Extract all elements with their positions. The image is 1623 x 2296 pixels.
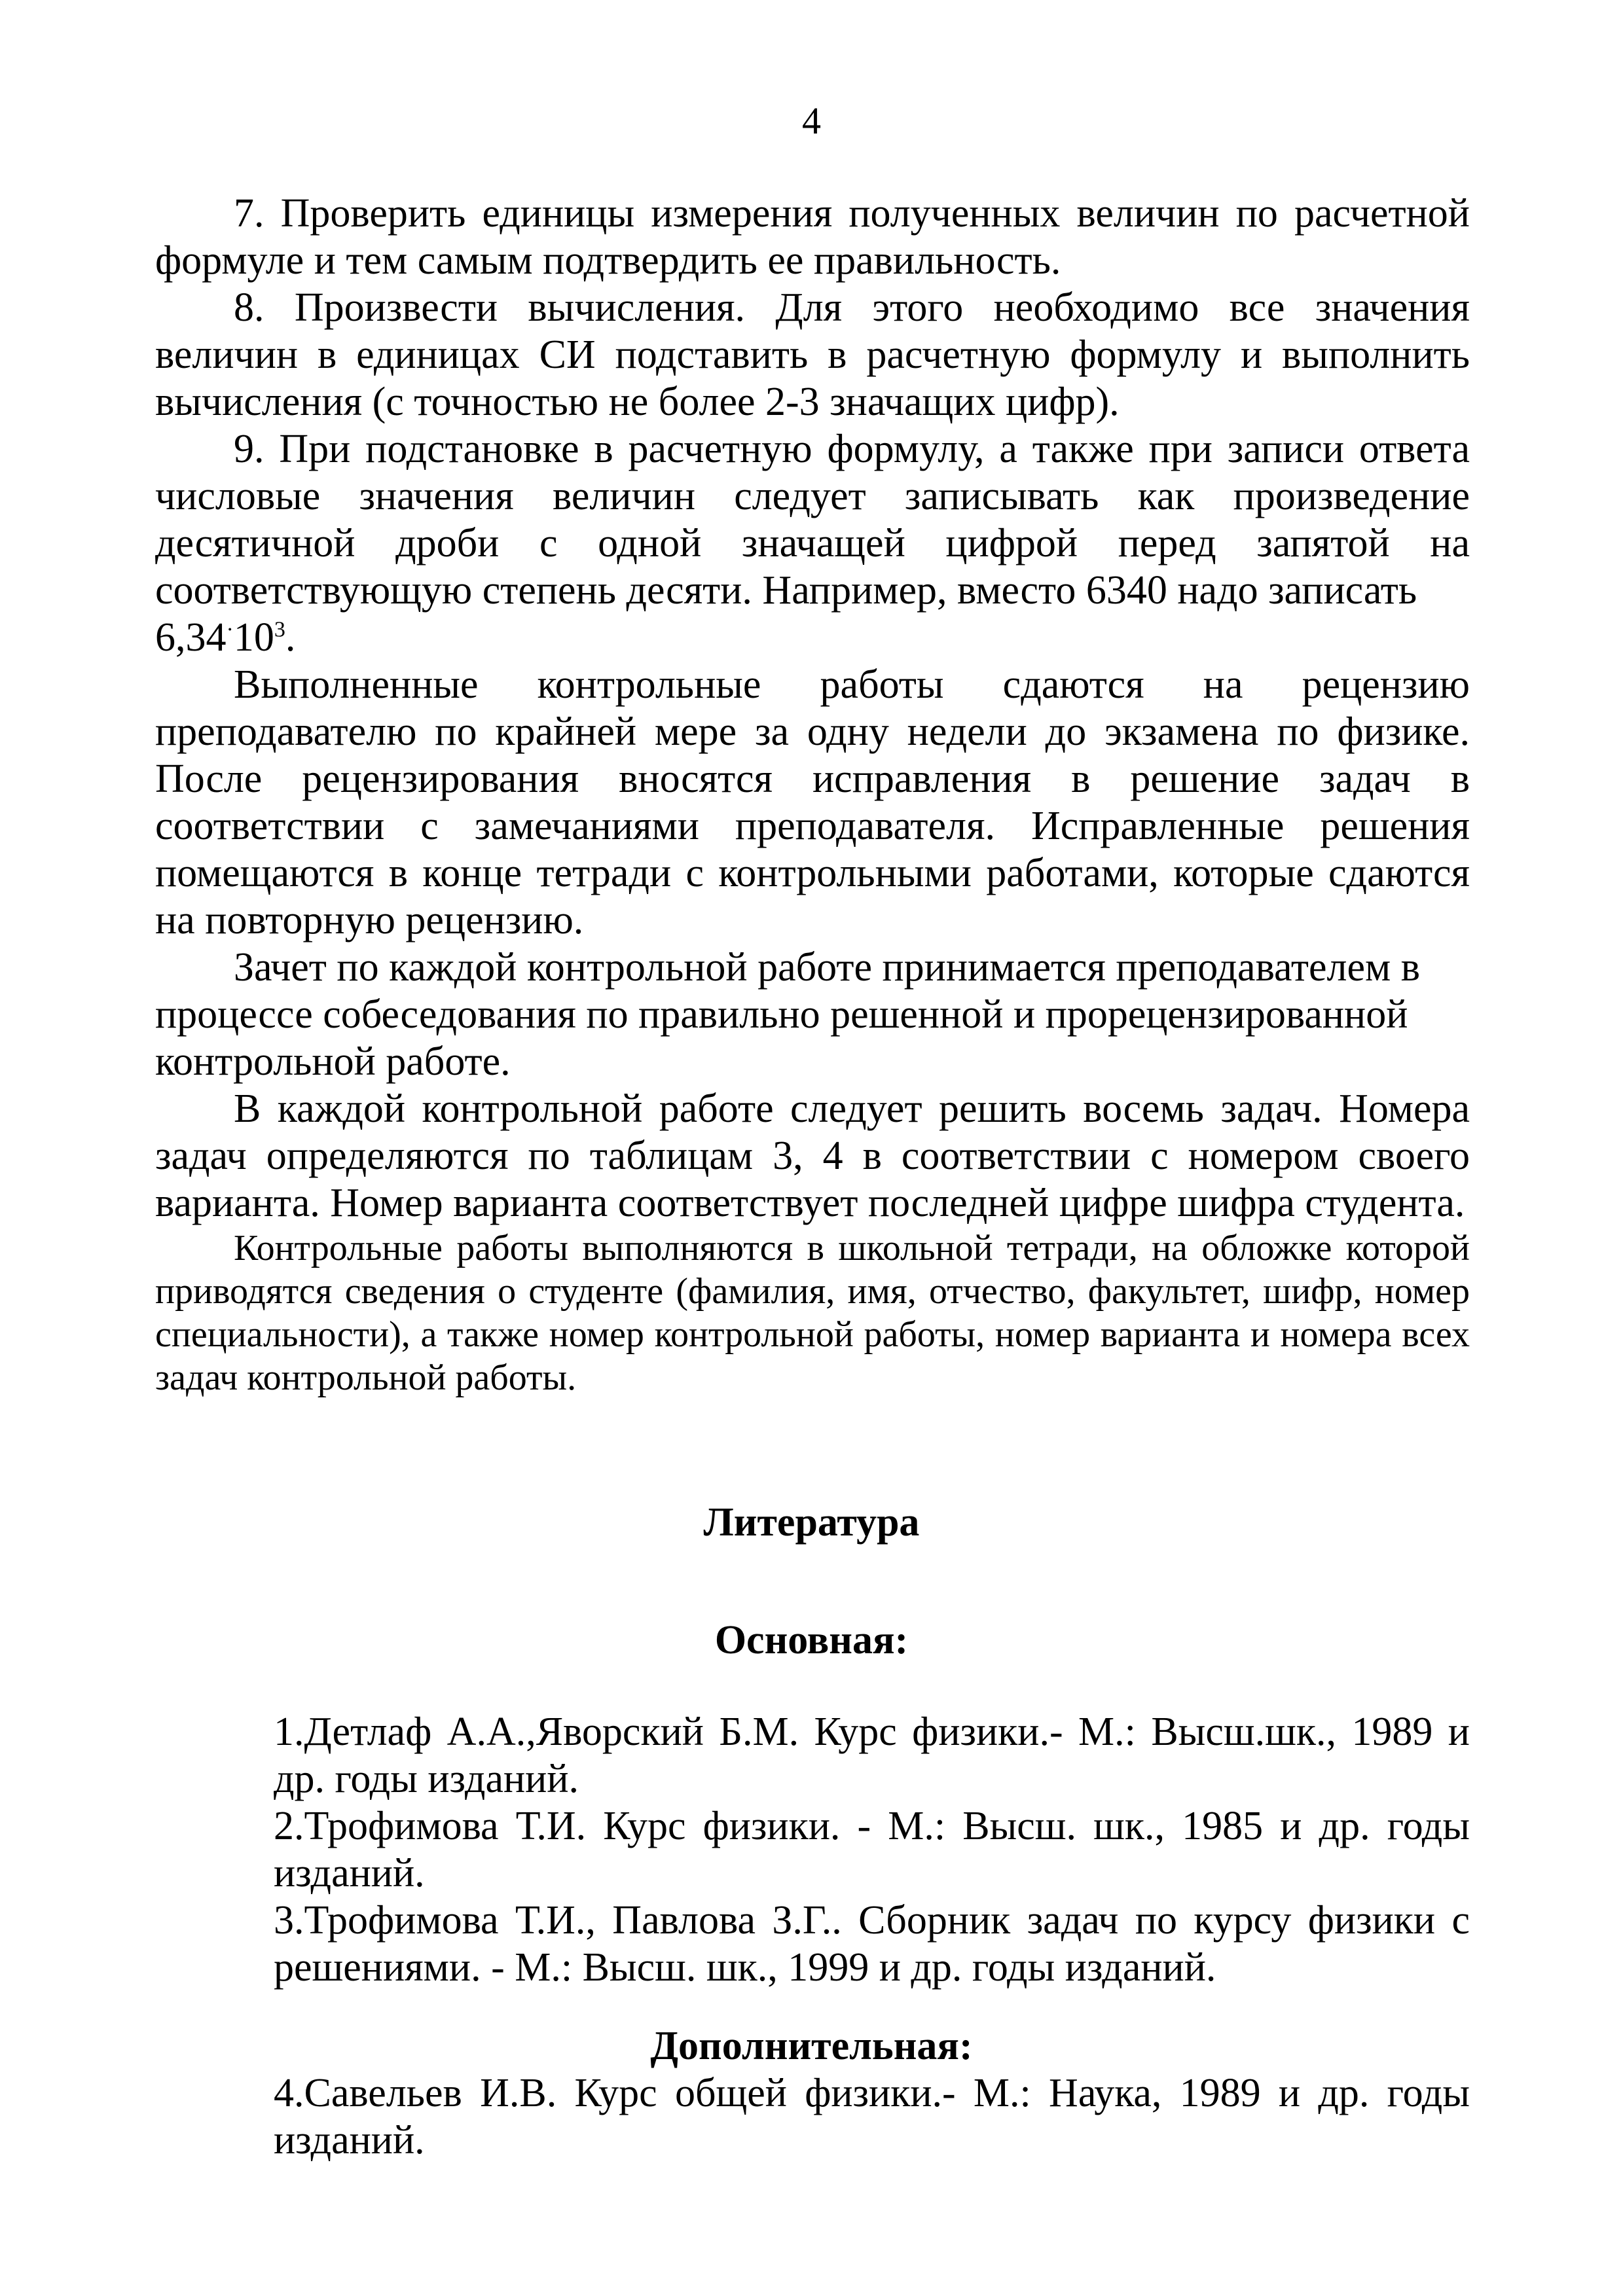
paragraph-item-9-text: 9. При подстановке в расчетную формулу, а также при записи ответа числовые значения величин следует записывать как произведение десятичной дроби с одной значащей цифрой перед запятой на соответствующую степень десяти. Например, вместо 6340 надо записать [155,427,1470,613]
paragraph-item-7: 7. Проверить единицы измерения полученных величин по расчетной формуле и тем самым подтвердить ее правильность. [155,191,1470,283]
reference-item-2: 2.Трофимова Т.И. Курс физики. - М.: Высш. шк., 1985 и др. годы изданий. [274,1804,1470,1895]
example-mantissa: 6,34 [155,615,227,660]
reference-item-1: 1.Детлаф А.А.,Яворский Б.М. Курс физики.- М.: Высш.шк., 1989 и др. годы изданий. [274,1710,1470,1801]
paragraph-review: Выполненные контрольные работы сдаются на рецензию преподавателю по крайней мере за одну недели до экзамена по физике. После рецензирования вносятся исправления в решение задач в соответствии с замечаниями преподавателя. Исправленные решения помещаются в конце тетради с контрольными работами, которые сдаются на повторную рецензию. [155,662,1470,942]
body-text [155,190,1470,1399]
example-dot: · [226,617,234,642]
example-exponent: 3 [274,617,285,642]
paragraph-notebook: Контрольные работы выполняются в школьной тетради, на обложке которой приводятся сведения о студенте (фамилия, имя, отчество, факультет, шифр, номер специальности), а также номер контрольной работы, номер варианта и номера всех задач контрольной работы. [155,1228,1470,1398]
additional-references-list [274,2070,1470,2164]
example-end: . [285,615,296,660]
paragraph-tasks: В каждой контрольной работе следует решить восемь задач. Номера задач определяются по таблицам 3, 4 в соответствии с номером своего варианта. Номер варианта соответствует последней цифре шифра студента. [155,1086,1470,1225]
reference-item-3: 3.Трофимова Т.И., Павлова З.Г.. Сборник задач по курсу физики с решениями. - М.: Высш. шк., 1999 и др. годы изданий. [274,1898,1470,1990]
example-value [155,614,1470,661]
reference-item-4: 4.Савельев И.В. Курс общей физики.- М.: Наука, 1989 и др. годы изданий. [274,2071,1470,2162]
main-literature-heading: Основная: [714,1618,909,1662]
main-references-list [274,1708,1470,1991]
paragraph-item-8: 8. Произвести вычисления. Для этого необходимо все значения величин в единицах СИ подставить в расчетную формулу и выполнить вычисления (с точностью не более 2-3 значащих цифр). [155,285,1470,424]
page-number: 4 [802,99,821,142]
paragraph-credit: Зачет по каждой контрольной работе принимается преподавателем в процессе собеседования по правильно решенной и прорецензированной контрольной работе. [155,945,1421,1084]
literature-heading: Литература [703,1500,920,1545]
paragraph-item-9 [155,425,1470,614]
additional-literature-heading: Дополнительная: [650,2024,973,2068]
example-base: 10 [233,615,274,660]
